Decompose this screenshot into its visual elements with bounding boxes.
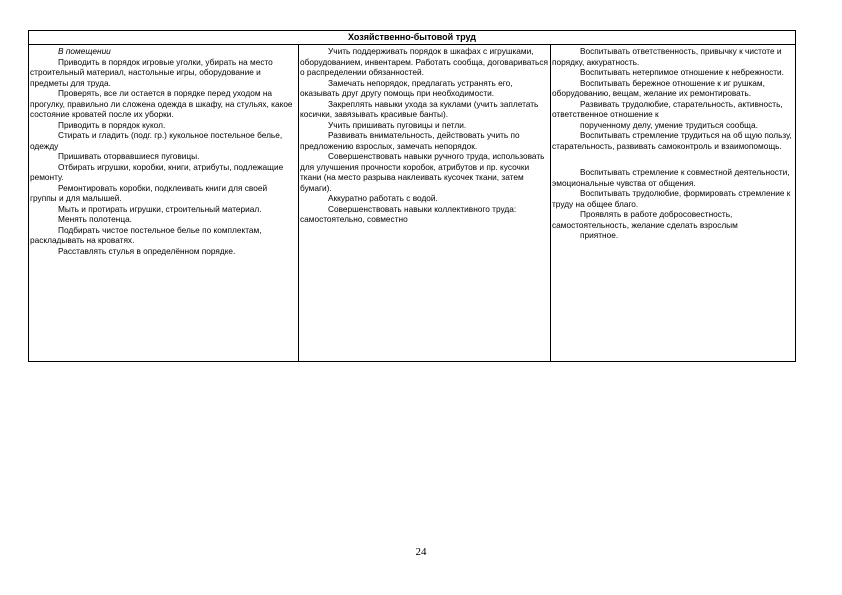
work-table <box>28 30 796 362</box>
cell-paragraph: Расставлять стулья в определённом порядке. <box>58 245 236 256</box>
cell-paragraph: Приводить в порядок игровые уголки, убирать на место строительный материал, настольные игры, оборудование и предметы для труда. <box>30 56 273 88</box>
cell-paragraph: Проверять, все ли остается в порядке перед уходом на прогулку, правильно ли сложена одежда в шкафу, на стульях, какое состояние кроватей после их уборки. <box>30 88 293 119</box>
cell-paragraph: приятное. <box>580 230 619 240</box>
column-upbringing <box>551 45 797 361</box>
column-tasks <box>299 45 551 361</box>
cell-paragraph: Учить поддерживать порядок в шкафах с игрушками, оборудованием, инвентарем. Работать сообща, договариваться о распределении обязанностей. <box>300 46 548 77</box>
cell-paragraph: Воспитывать трудолюбие, формировать стремление к труду на общее благо. <box>552 188 791 209</box>
table-title: Хозяйственно-бытовой труд <box>29 31 795 45</box>
cell-paragraph: В помещении <box>58 46 111 56</box>
cell-paragraph: Совершенствовать навыки ручного труда, использовать для улучшения прочности коробок, атрибутов и пр. кусочки ткани (на место разрыва наклеивать кусочек ткани, затем бумаги). <box>300 151 545 193</box>
cell-paragraph: Воспитывать нетерпимое отношение к небрежности. <box>580 67 784 77</box>
cell-paragraph: Менять полотенца. <box>58 214 132 224</box>
cell-paragraph: Подбирать чистое постельное белье по комплектам, раскладывать на кроватях. <box>30 224 262 245</box>
cell-paragraph: Закреплять навыки ухода за куклами (учить заплетать косички, завязывать красивые банты). <box>300 98 539 119</box>
cell-paragraph: Аккуратно работать с водой. <box>328 193 438 203</box>
cell-paragraph: Воспитывать стремление к совместной деятельности, эмоциональные чувства от общения. <box>552 167 790 188</box>
cell-paragraph: Проявлять в работе добросовестность, самостоятельность, желание сделать взрослым <box>552 209 738 230</box>
cell-paragraph: Учить пришивать пуговицы и петли. <box>328 119 467 130</box>
cell-paragraph: Воспитывать ответственность, привычку к чистоте и порядку, аккуратность. <box>552 46 782 67</box>
cell-paragraph: Мыть и протирать игрушки, строительный материал. <box>58 203 262 214</box>
cell-paragraph: Развивать трудолюбие, старательность, активность, ответственное отношение к <box>552 98 783 119</box>
column-activities <box>29 45 299 361</box>
cell-paragraph: Воспитывать бережное отношение к иг рушкам, оборудованию, вещам, желание их ремонтировать. <box>552 77 765 98</box>
cell-paragraph: Стирать и гладить (подг. гр.) кукольное постельное белье, одежду <box>30 130 283 151</box>
cell-paragraph: Ремонтировать коробки, подклеивать книги для своей группы и для малышей. <box>30 182 268 203</box>
page-number: 24 <box>415 546 427 558</box>
cell-paragraph: Отбирать игрушки, коробки, книги, атрибуты, подлежащие ремонту. <box>30 161 284 182</box>
cell-paragraph: порученному делу, умение трудиться сообща. <box>580 119 758 130</box>
cell-paragraph: Совершенствовать навыки коллективного труда: самостоятельно, совместно <box>300 203 517 224</box>
cell-paragraph: Воспитывать стремление трудиться на об щую пользу, старательность, развивать самоконтроль и взаимопомощь. <box>552 130 792 151</box>
cell-paragraph: Приводить в порядок кукол. <box>58 119 166 130</box>
cell-paragraph: Пришивать оторвавшиеся пуговицы. <box>58 151 200 161</box>
cell-paragraph: Замечать непорядок, предлагать устранять его, оказывать друг другу помощь при необходимости. <box>300 77 513 98</box>
cell-paragraph: Развивать внимательность, действовать учить по предложению взрослых, замечать непорядок. <box>300 130 520 151</box>
